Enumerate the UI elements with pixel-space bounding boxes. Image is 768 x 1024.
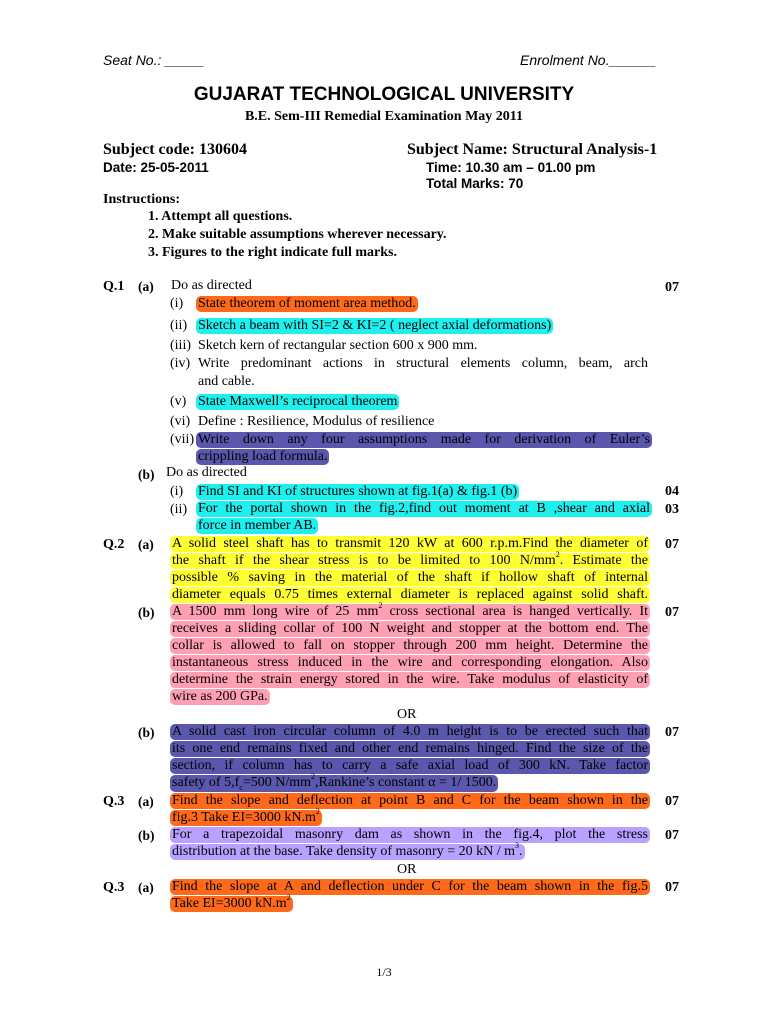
q3-b-line-1: For a trapezoidal masonry dam as shown in the fig.4, plot the stress (172, 827, 648, 842)
q1-a-vii-num: (vii) (170, 432, 195, 447)
q2-b2-line-4-sup: 2 (311, 772, 316, 781)
q1-a-v-text: State Maxwell’s reciprocal theorem (198, 394, 398, 409)
q1-a-iv-text-1: Write predominant actions in structural elements column, beam, arch (198, 356, 648, 371)
q2-b-line-1 (170, 601, 650, 620)
q2-b2-marks: 07 (665, 725, 679, 740)
q1-b-ii-marks: 03 (665, 502, 679, 517)
instruction-2: 2. Make suitable assumptions wherever necessary. (148, 227, 447, 242)
q1-b-ii-text-2: force in member AB. (198, 518, 317, 533)
q3-b-line-2-sup: 3 (515, 841, 519, 850)
university-title: GUJARAT TECHNOLOGICAL UNIVERSITY (193, 84, 575, 105)
q3-a-line-2-text: fig.3 Take EI=3000 kN.m (172, 810, 316, 825)
instruction-3: 3. Figures to the right indicate full marks. (148, 245, 398, 260)
q1-a-marks: 07 (665, 280, 679, 295)
q2-or: OR (397, 707, 417, 722)
q1-b-ii-text-1: For the portal shown in the fig.2,find out moment at B ,shear and axial (198, 501, 650, 516)
enrolment-no: Enrolment No.______ (520, 52, 657, 68)
q2-b2-line-2: its one end remains fixed and other end remains hinged. Find the size of the (172, 741, 648, 756)
q2-b-label: (b) (138, 605, 155, 620)
q3-a-line-2 (170, 807, 322, 826)
q2-a-line-2-sup: 2 (555, 550, 560, 559)
subject-code: Subject code: 130604 (103, 141, 247, 158)
q2-b-line-6: wire as 200 GPa. (172, 689, 268, 704)
q2-a-line-2-text: the shaft if the shear stress is to be limited to 100 N/mm (172, 553, 556, 568)
seat-no: Seat No.: _____ (103, 52, 205, 68)
q1-label: Q.1 (103, 279, 125, 294)
q2-a-line-2-rest: . Estimate the (559, 553, 648, 568)
q3-alt-label: Q.3 (103, 880, 125, 895)
q1-a-i-text: State theorem of moment area method. (198, 296, 416, 311)
q3-or: OR (397, 862, 417, 877)
q2-a-line-2 (170, 550, 650, 569)
q3-b-label: (b) (138, 828, 155, 843)
q2-b-line-1-rest: cross sectional area is hanged vertically. It (382, 604, 648, 619)
q3-b-line-2-rest: . (519, 844, 523, 859)
q2-b-line-2: receives a sliding collar of 100 N weight and stopper at the bottom end. The (172, 621, 648, 636)
q1-a-vi-text: Define : Resilience, Modulus of resilience (198, 414, 435, 429)
q3-alt-a-marks: 07 (665, 880, 679, 895)
q3-alt-a-label: (a) (138, 880, 154, 895)
q2-b2-line-3: section, if column has to carry a safe axial load of 300 kN. Take factor (172, 758, 648, 773)
q3-a-line-1: Find the slope and deflection at point B and C for the beam shown in the (172, 793, 648, 808)
q2-a-marks: 07 (665, 537, 679, 552)
q2-b2-line-4-sub: c (239, 782, 243, 792)
q2-b-line-5: determine the strain energy stored in the wire. Take modulus of elasticity of (172, 672, 648, 687)
q1-b-i-num: (i) (170, 484, 184, 499)
q2-b2-line-4-c: ,Rankine’s constant α = 1/ 1500. (315, 775, 497, 790)
q1-a-i-num: (i) (170, 296, 184, 311)
q2-b2-line-4-a: safety of 5,f (172, 775, 240, 790)
q3-alt-line-2 (170, 893, 293, 912)
q1-b-ii-num: (ii) (170, 502, 188, 517)
q2-a-label: (a) (138, 537, 154, 552)
q2-b2-line-4-b: =500 N/mm (242, 775, 312, 790)
q2-b-line-3: collar is allowed to fall on stopper through 200 mm height. Determine the (172, 638, 648, 653)
q2-b-line-1-sup: 2 (378, 601, 383, 610)
q1-a-vi-num: (vi) (170, 414, 191, 429)
q3-a-label: (a) (138, 794, 154, 809)
q1-a-vii-text-1: Write down any four assumptions made for derivation of Euler’s (198, 432, 650, 447)
page-number: 1/3 (376, 965, 392, 979)
q2-b2-line-4 (170, 772, 498, 792)
q1-b-i-marks: 04 (665, 484, 679, 499)
q1-a-iv-text-2: and cable. (198, 374, 255, 389)
q2-label: Q.2 (103, 537, 125, 552)
q1-a-heading: Do as directed (171, 278, 252, 293)
q2-b-line-4: instantaneous stress induced in the wire and corresponding elongation. Also (172, 655, 648, 670)
q3-alt-line-1: Find the slope at A and deflection under C for the beam shown in the fig.5 (172, 879, 648, 894)
q1-a-iii-num: (iii) (170, 338, 191, 353)
q3-label: Q.3 (103, 794, 125, 809)
q1-b-i-text: Find SI and KI of structures shown at fig.1(a) & fig.1 (b) (198, 484, 518, 499)
exam-title: B.E. Sem-III Remedial Examination May 2011 (244, 109, 524, 124)
q3-alt-line-2-text: Take EI=3000 kN.m (172, 896, 287, 911)
exam-date: Date: 25-05-2011 (103, 160, 209, 175)
instructions-title: Instructions: (103, 192, 181, 207)
q2-a-line-3: possible % saving in the material of the shaft if hollow shaft of internal (172, 570, 648, 585)
q2-a-line-4: diameter equals 0.75 times external diameter is replaced against solid shaft. (172, 587, 648, 602)
exam-time: Time: 10.30 am – 01.00 pm (426, 160, 596, 175)
total-marks: Total Marks: 70 (426, 176, 524, 191)
q3-b-marks: 07 (665, 828, 679, 843)
subject-name: Subject Name: Structural Analysis-1 (407, 141, 658, 158)
q2-b-marks: 07 (665, 605, 679, 620)
q2-b2-label: (b) (138, 725, 155, 740)
q1-b-label: (b) (138, 467, 155, 482)
q3-a-line-2-sup: 2 (315, 807, 320, 816)
q1-b-heading: Do as directed (166, 465, 247, 480)
q1-a-iv-num: (iv) (170, 356, 191, 371)
q2-b2-line-1: A solid cast iron circular column of 4.0 m height is to be erected such that (172, 724, 648, 739)
q3-b-line-2 (170, 841, 525, 860)
q1-a-v-num: (v) (170, 394, 187, 409)
q1-a-vii-text-2: crippling load formula. (198, 449, 328, 464)
q2-a-line-1: A solid steel shaft has to transmit 120 kW at 600 r.p.m.Find the diameter of (172, 536, 648, 551)
q3-a-marks: 07 (665, 794, 679, 809)
q1-a-ii-text: Sketch a beam with SI=2 & KI=2 ( neglect axial deformations) (198, 318, 552, 333)
q3-alt-line-2-sup: 2 (286, 893, 291, 902)
q1-a-iii-text: Sketch kern of rectangular section 600 x 900 mm. (198, 338, 478, 353)
q2-b-line-1-text: A 1500 mm long wire of 25 mm (172, 604, 379, 619)
q1-a-ii-num: (ii) (170, 318, 188, 333)
instruction-1: 1. Attempt all questions. (148, 209, 293, 224)
q3-b-line-2-text: distribution at the base. Take density of masonry = 20 kN / m (172, 844, 515, 859)
q1-a-label: (a) (138, 279, 154, 294)
